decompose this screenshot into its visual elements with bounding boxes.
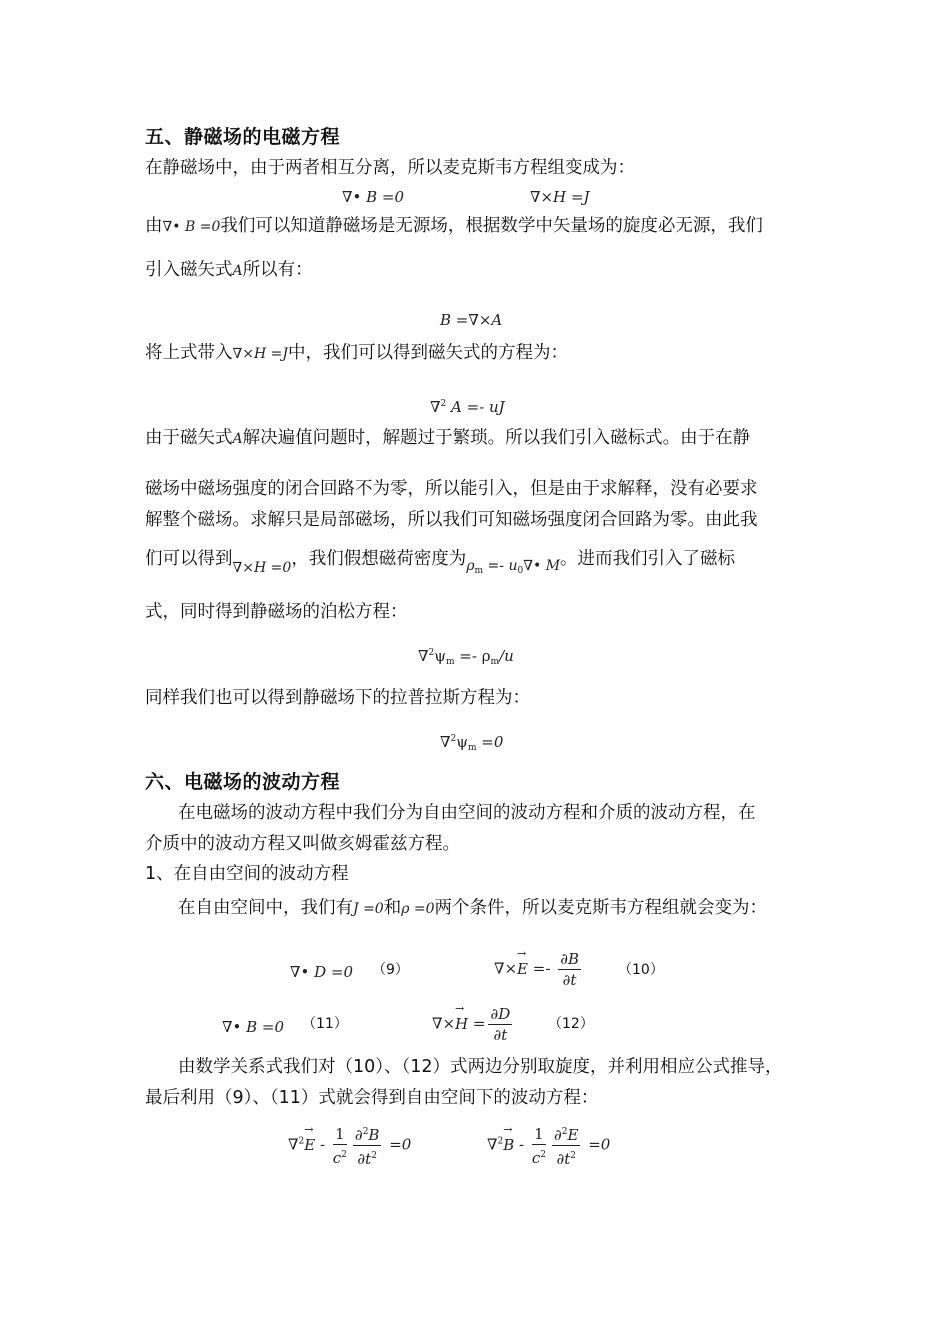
paragraph: 将上式带入∇×H =J中，我们可以得到磁矢式的方程为： [145,343,569,363]
subheading: 1、在自由空间的波动方程 [145,864,349,884]
paragraph: 介质中的波动方程又叫做亥姆霍兹方程。 [145,834,460,854]
equation-12: ∇×→ H = $\frac{\partial D}{\partial t}$ [432,1004,515,1045]
equation-tag: （9） [372,962,409,978]
paragraph: 们可以得到$_{\nabla\times H =0}$，我们假想磁荷密度为$_{\rho_m =- u_0\nabla• M}$。进而我们引入了磁标 [145,549,736,576]
inline-equation: ρ =0 [401,901,435,917]
paragraph: 由∇• B =0我们可以知道静磁场是无源场，根据数学中矢量场的旋度必无源，我们 [145,216,763,236]
inline-equation: ∇×H =0 [232,560,292,576]
wave-equation-e: ∇$^2$→ E - $\frac{1}{c^2}$ $\frac{\partial^2B}{\partial t^2}$ =0 [288,1122,411,1169]
equation-vector-potential: ∇$^2$ A =- uJ [430,398,505,416]
wave-equation-b: ∇$^2$→ B - $\frac{1}{c^2}$ $\frac{\partial^2E}{\partial t^2}$ =0 [487,1122,610,1169]
inline-equation: ρm =- u0∇• M [466,558,561,576]
paragraph: 在自由空间中，我们有J =0和ρ =0两个条件，所以麦克斯韦方程组就会变为： [178,898,768,918]
equation-10: ∇×→ E =- $\frac{\partial B}{\partial t}$ [494,949,584,990]
inline-equation: J =0 [353,901,384,917]
equation-poisson: $\nabla^2\psi_m =- \rho_m/u$ [418,647,514,667]
paragraph: 解整个磁场。求解只是局部磁场，所以我们可知磁场强度闭合回路为零。由此我 [145,510,758,530]
paragraph: 由于磁矢式A解决遍值问题时，解题过于繁琐。所以我们引入磁标式。由于在静 [145,428,751,448]
equation-tag: （12） [548,1016,594,1032]
paragraph: 由数学关系式我们对（10）、（12）式两边分别取旋度，并利用相应公式推导， [178,1057,783,1077]
equation-tag: （10） [618,962,664,978]
paragraph: 在电磁场的波动方程中我们分为自由空间的波动方程和介质的波动方程，在 [178,803,756,823]
paragraph: 最后利用（9）、（11）式就会得到自由空间下的波动方程： [145,1088,599,1108]
equation-tag: （11） [302,1016,348,1032]
equation-9: ∇• D =0 [290,963,353,981]
section-6-heading: 六、电磁场的波动方程 [145,771,341,793]
equation-laplace: $\nabla^2\psi_m =0$ [440,733,504,753]
section-5-heading: 五、静磁场的电磁方程 [145,126,341,148]
equation-div-b: ∇• B =0 [342,188,404,206]
paragraph: 同样我们也可以得到静磁场下的拉普拉斯方程为： [145,688,530,708]
equation-curl-h: ∇×H =J [530,188,590,206]
paragraph: 在静磁场中，由于两者相互分离，所以麦克斯韦方程组变成为： [145,158,635,178]
equation-b-curl-a: B =∇×A [440,311,503,329]
paragraph: 式，同时得到静磁场的泊松方程： [145,602,408,622]
paragraph: 磁场中磁场强度的闭合回路不为零，所以能引入，但是由于求解释，没有必要求 [145,479,758,499]
inline-equation: A [232,263,243,279]
inline-equation: A [232,431,243,447]
inline-equation: ∇• B =0 [162,219,221,235]
paragraph: 引入磁矢式A所以有： [145,260,313,280]
equation-11: ∇• B =0 [222,1018,284,1036]
inline-equation: ∇×H =J [232,346,289,362]
